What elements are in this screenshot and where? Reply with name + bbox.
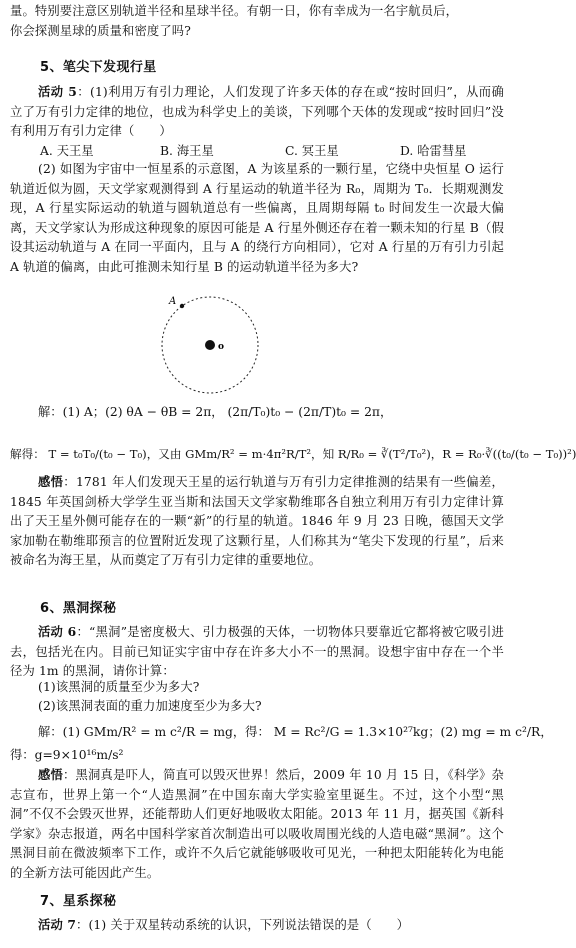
activity-7-text: ：(1) 关于双星转动系统的认识，下列说法错误的是（ ） <box>76 918 410 932</box>
feeling-6-label: 感悟 <box>38 767 64 782</box>
activity-5-label: 活动 5 <box>38 84 77 99</box>
activity-6-sub-1: (1)该黑洞的质量至少为多大? <box>38 680 200 694</box>
activity-6-label: 活动 6 <box>38 624 77 639</box>
orbit-figure <box>160 290 280 410</box>
intro-line-2: 你会探测星球的质量和密度了吗? <box>10 23 191 38</box>
section-5-title: 5、笔尖下发现行星 <box>40 60 157 75</box>
option-a: A. 天王星 <box>40 144 94 158</box>
activity-5-question-2: (2) 如图为宇宙中一恒星系的示意图，A 为该星系的一颗行星，它绕中央恒星 O 运行轨道近似为圆，天文学家观测得到 A 行星运动的轨道半径为 R₀，周期为 T₀．长期观测发现，A 行星实际运动的轨道与圆轨道总有一些偏离，且周期每隔 t₀ 时间发生一次最大偏离，天文学家认为形成这种现象的原因可能是 A 行星外侧还存在着一颗未知的行星 B（假设其运动轨道与 A 在同一平面内，且与 A 的绕行方向相同），它对 A 行星的万有引力引起 A 轨道的偏离，由此可推测未知行星 B 的运动轨道半径为多大? <box>10 162 504 274</box>
activity-7-question <box>10 915 504 936</box>
activity-6-answer: 解：(1) GMm/R² = m c²/R = mg，得： M = Rc²/G = 1.3×10²⁷kg；(2) mg = m c²/R， <box>38 725 553 739</box>
activity-6-result: 得：g=9×10¹⁶m/s² <box>10 748 124 762</box>
activity-6-feeling <box>10 765 504 883</box>
activity-7-label: 活动 7 <box>38 917 77 932</box>
activity-5-feeling <box>10 472 504 571</box>
activity-6-text: ：“黑洞”是密度极大、引力极强的天体，一切物体只要靠近它都将被它吸引进去，包括光在内。目前已知证实宇宙中存在许多大小不一的黑洞。设想宇宙中存在一个半径为 1m 的黑洞，请你计算： <box>10 625 504 678</box>
feeling-5-text: ：1781 年人们发现天王星的运行轨道与万有引力定律推测的结果有一些偏差，1845 年英国剑桥大学学生亚当斯和法国天文学家勒维耶各自独立利用万有引力定律计算出了天王星外侧可能存在的一颗“新”的行星的轨道。1846 年 9 月 23 日晚，德国天文学家加勒在勒维耶预言的位置附近发现了这颗行星，人们称其为“笔尖下发现的行星”，后来被命名为海王星，从而奠定了万有引力定律的重要地位。 <box>10 475 504 567</box>
intro-paragraph <box>10 2 504 41</box>
section-6-title: 6、黑洞探秘 <box>40 601 117 616</box>
activity-6-sub-2: (2)该黑洞表面的重力加速度至少为多大? <box>38 699 262 713</box>
activity-5-solution: 解得： T = t₀T₀/(t₀ − T₀)，又由 GMm/R² = m·4π²R/T²，知 R/R₀ = ∛(T²/T₀²)，R = R₀·∛((t₀/(t₀ − T₀))²) <box>10 447 576 461</box>
star-o-label: o <box>218 342 225 352</box>
activity-5-q1-text: ：(1)利用万有引力理论，人们发现了许多天体的存在或“按时回归”，从而确立了万有引力定律的地位，也成为科学史上的美谈，下列哪个天体的发现或“按时回归”没有利用万有引力定律（ ） <box>10 85 504 138</box>
star-o-dot <box>205 340 215 350</box>
activity-6-question <box>10 622 504 682</box>
section-7-title: 7、星系探秘 <box>40 894 117 909</box>
option-b: B. 海王星 <box>160 144 214 158</box>
planet-a-label: A <box>169 296 177 307</box>
feeling-5-label: 感悟 <box>38 474 64 489</box>
option-c: C. 冥王星 <box>285 144 339 158</box>
activity-5-answer: 解：(1) A；(2) θA − θB = 2π， (2π/T₀)t₀ − (2π/T)t₀ = 2π， <box>38 405 393 419</box>
option-d: D. 哈雷彗星 <box>400 144 467 158</box>
activity-5-question-1 <box>10 82 504 142</box>
planet-a-dot <box>180 304 184 308</box>
intro-line-1: 量。特别要注意区别轨道半径和星球半径。有朝一日，你有幸成为一名宇航员后， <box>10 4 459 18</box>
feeling-6-text: ：黑洞真是吓人，简直可以毁灭世界！然后，2009 年 10 月 15 日，《科学》杂志宣布，世界上第一个“人造黑洞”在中国东南大学实验室里诞生。不过，这个小型“黑洞”不仅不会毁灭世界，还能帮助人们更好地吸收太阳能。2013 年 11 月，据英国《新科学家》杂志报道，两名中国科学家首次制造出可以吸收周围光线的人造电磁“黑洞”。这个黑洞目前在微波频率下工作，或许不久后它就能够吸收可见光，一种把太阳能转化为电能的全新方法可能因此产生。 <box>10 768 504 880</box>
